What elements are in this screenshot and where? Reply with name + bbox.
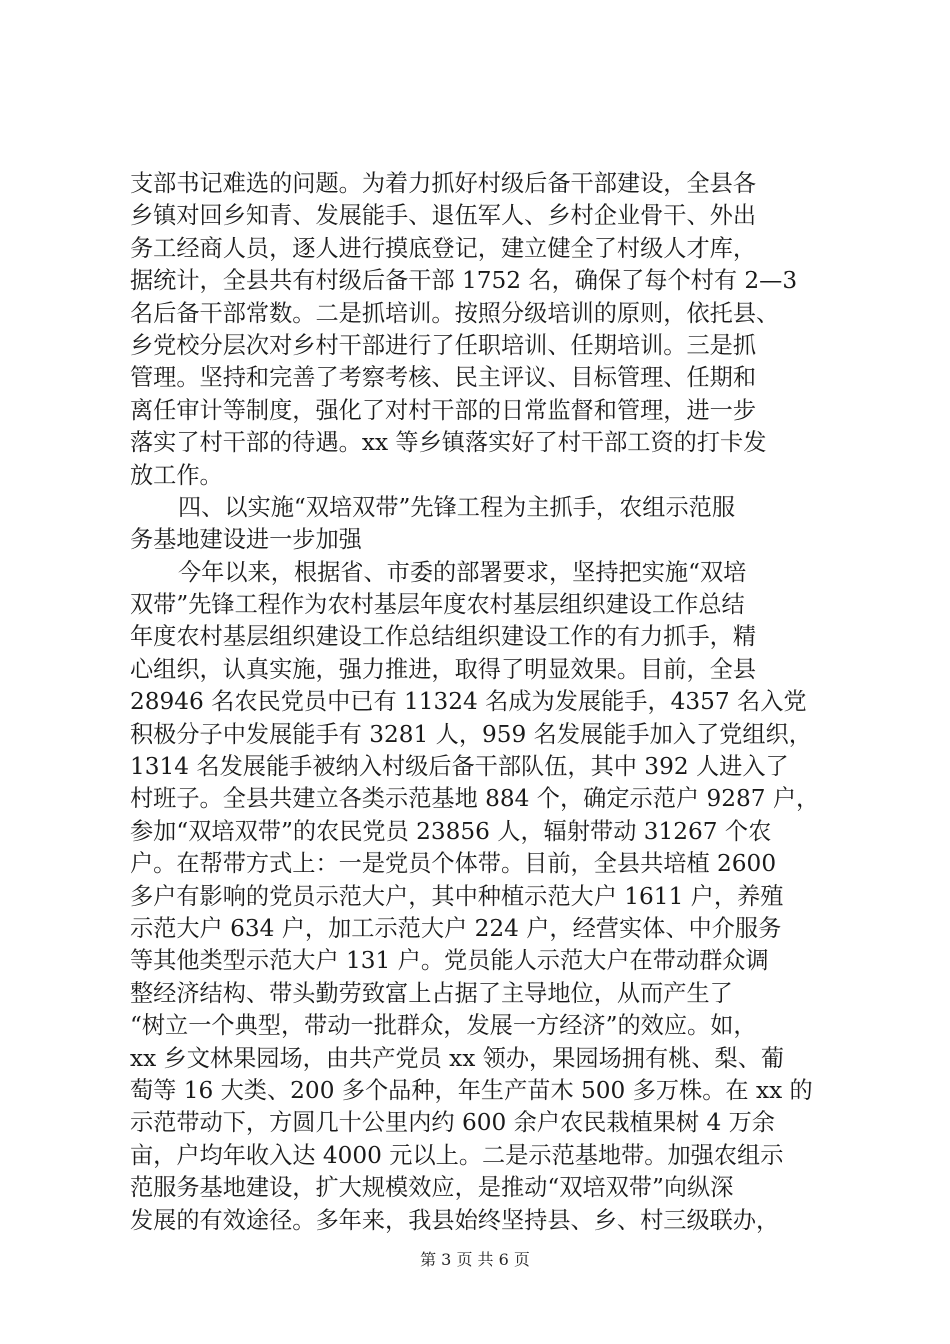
text-line: 示范大户 634 户，加工示范大户 224 户，经营实体、中介服务 [130, 914, 782, 942]
text-line: 今年以来，根据省、市委的部署要求，坚持把实施“双培 [178, 558, 747, 586]
text-line: 范服务基地建设，扩大规模效应，是推动“双培双带”向纵深 [130, 1174, 734, 1202]
text-line: 四、以实施“双培双带”先锋工程为主抓手，农组示范服 [178, 493, 736, 521]
text-line: 落实了村干部的待遇。xx 等乡镇落实好了村干部工资的打卡发 [130, 429, 767, 457]
document-body [130, 168, 830, 1237]
text-line: 离任审计等制度，强化了对村干部的日常监督和管理，进一步 [130, 396, 757, 424]
text-line: 参加“双培双带”的农民党员 23856 人，辐射带动 31267 个农 [130, 817, 772, 845]
text-line: 乡镇对回乡知青、发展能手、退伍军人、乡村企业骨干、外出 [130, 202, 757, 230]
text-line: 放工作。 [130, 461, 223, 489]
text-line: 支部书记难选的问题。为着力抓好村级后备干部建设，全县各 [130, 170, 757, 197]
text-line: 管理。坚持和完善了考察考核、民主评议、目标管理、任期和 [130, 364, 757, 392]
text-line: 户。在帮带方式上：一是党员个体带。目前，全县共培植 2600 [130, 850, 777, 878]
text-line: 多户有影响的党员示范大户，其中种植示范大户 1611 户，养殖 [130, 882, 784, 910]
page-number-label: 第 3 页 共 6 页 [420, 1250, 530, 1269]
text-line: 名后备干部常数。二是抓培训。按照分级培训的原则，依托县、 [130, 299, 780, 327]
text-line: 示范带动下，方圆几十公里内约 600 余户农民栽植果树 4 万余 [130, 1109, 775, 1137]
text-line: “树立一个典型，带动一批群众，发展一方经济”的效应。如， [130, 1012, 757, 1040]
text-line: 整经济结构、带头勤劳致富上占据了主导地位，从而产生了 [130, 979, 733, 1007]
text-line: 萄等 16 大类、200 多个品种，年生产苗木 500 多万株。在 xx 的 [130, 1076, 813, 1104]
text-line: 心组织，认真实施，强力推进，取得了明显效果。目前，全县 [130, 655, 757, 683]
text-line: 务基地建设进一步加强 [130, 526, 362, 554]
text-line: 28946 名农民党员中已有 11324 名成为发展能手，4357 名入党 [130, 688, 807, 716]
text-line: 双带”先锋工程作为农村基层年度农村基层组织建设工作总结 [130, 591, 745, 619]
text-line: 村班子。全县共建立各类示范基地 884 个，确定示范户 9287 户， [130, 785, 820, 813]
text-line: xx 乡文林果园场，由共产党员 xx 领办，果园场拥有桃、梨、葡 [130, 1044, 785, 1072]
text-line: 发展的有效途径。多年来，我县始终坚持县、乡、村三级联办， [130, 1206, 780, 1234]
text-line: 等其他类型示范大户 131 户。党员能人示范大户在带动群众调 [130, 947, 769, 975]
text-line: 1314 名发展能手被纳入村级后备干部队伍，其中 392 人进入了 [130, 753, 789, 781]
text-line: 据统计，全县共有村级后备干部 1752 名，确保了每个村有 2—3 [130, 267, 798, 295]
page-footer [0, 1250, 950, 1270]
text-line: 积极分子中发展能手有 3281 人，959 名发展能手加入了党组织， [130, 720, 812, 748]
text-line: 亩，户均年收入达 4000 元以上。二是示范基地带。加强农组示 [130, 1141, 784, 1169]
text-line: 年度农村基层组织建设工作总结组织建设工作的有力抓手，精 [130, 623, 757, 651]
text-line: 乡党校分层次对乡村干部进行了任职培训、任期培训。三是抓 [130, 331, 757, 359]
text-line: 务工经商人员，逐人进行摸底登记，建立健全了村级人才库， [130, 234, 757, 262]
